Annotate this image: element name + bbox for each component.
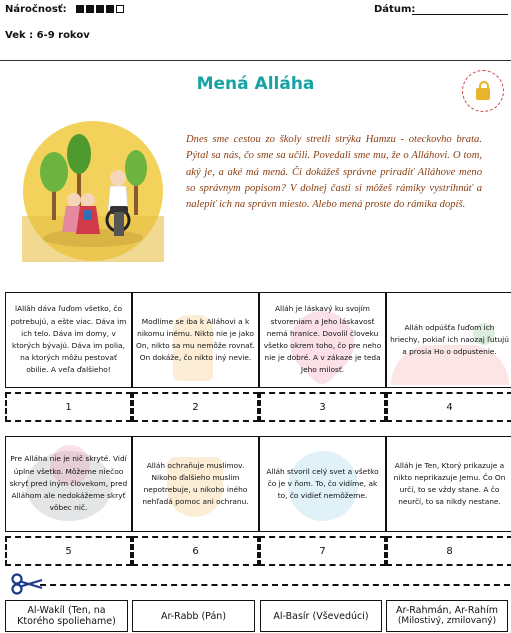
difficulty-square-filled bbox=[86, 5, 94, 13]
date-field[interactable] bbox=[412, 14, 508, 15]
scissors-icon bbox=[10, 573, 44, 595]
description-card bbox=[5, 436, 132, 532]
name-line-1: Al-Basír (Vševedúci) bbox=[273, 610, 369, 622]
card-text: Alláh stvoril celý svet a všetko čo je v ňom. To, čo vidíme, ak to, čo vidieť nemôžeme. bbox=[266, 466, 379, 501]
answer-slot[interactable] bbox=[259, 536, 386, 566]
answer-slot-number: 8 bbox=[446, 545, 453, 557]
description-card bbox=[132, 292, 259, 388]
answer-slot-number: 7 bbox=[319, 545, 326, 557]
answer-slot[interactable] bbox=[5, 536, 132, 566]
name-cutout-card[interactable] bbox=[132, 600, 255, 632]
name-cutout-card[interactable] bbox=[5, 600, 128, 632]
difficulty-rating bbox=[5, 4, 124, 15]
difficulty-square-filled bbox=[106, 5, 114, 13]
name-line-1: Al-Wakíl (Ten, na bbox=[27, 605, 106, 616]
card-text: lAllâh dáva ľuďom všetko, čo potrebujú, a ešte viac. Dáva im ich telo. Dáva im domy, v ktorých bývajú. Dáva im polia, na ktorých môžu pestovať obilie. A veľa ďalšieho! bbox=[10, 304, 127, 375]
description-card bbox=[259, 436, 386, 532]
lock-icon bbox=[476, 88, 490, 100]
card-text: Alláh je Ten, Ktorý prikazuje a nikto neprikazuje Jemu. Čo On určí, to se vždy stane. A čo neurčí, to sa nikdy nestane. bbox=[393, 460, 506, 507]
answer-slot-number: 3 bbox=[319, 401, 326, 413]
answer-slot[interactable] bbox=[132, 392, 259, 422]
card-text: Pre Alláha nie je nič skryté. Vidí úplne všetko. Môžeme niečoo skryť pred iným človekom, pred Alláhom ale nedokážeme skryť vôbec nič. bbox=[9, 454, 128, 513]
description-card bbox=[386, 292, 511, 388]
card-text: Alláh je láskavý ku svojím stvoreniam a Jeho láskavosť nemá hranice. Dovolil človeku všetko okrem toho, čo pre neho nie je dobré. A v zákaze je teda Jeho milosť. bbox=[263, 304, 382, 375]
difficulty-square-empty bbox=[116, 5, 124, 13]
children-illustration bbox=[22, 120, 164, 262]
answer-slot-number: 1 bbox=[65, 401, 72, 413]
answer-slot-number: 2 bbox=[192, 401, 199, 413]
card-text: Modlíme se iba k Alláhovi a k nikomu inému. Nikto nie je jako On, nikto sa mu nemôže rovnať. On dokáže, čo nikto iný nevie. bbox=[136, 316, 255, 363]
intro-paragraph: Dnes sme cestou zo školy stretli strýka Hamzu - oteckovho brata. Pýtal sa nás, čo sme sa učili. Povedali sme mu, že o Alláhovi. O tom, aký je, a aké má mená. Či dokážeš správne priradiť Alláhove meno so správnym popisom? V dolnej časti si môžeš rámiky vystrihnúť a nalepiť ich na správn miesto. Alebo mená proste do rámika dopíš. bbox=[186, 134, 482, 211]
header-divider bbox=[0, 60, 511, 61]
description-card bbox=[386, 436, 511, 532]
age-label: Vek : 6-9 rokov bbox=[5, 30, 90, 41]
card-text: Alláh odpúšťa ľuďom ich hriechy, pokiaľ ich naozaj ľutujú a prosia Ho o odpustenie. bbox=[390, 322, 509, 357]
card-text: Alláh ochraňuje muslimov. Nikoho ďalšieho muslim nepotrebuje, u nikoho iného nehľadá pomoc ani ochranu. bbox=[142, 460, 249, 507]
answer-slot-number: 4 bbox=[446, 401, 453, 413]
answer-slot-number: 5 bbox=[65, 545, 72, 557]
description-card bbox=[5, 292, 132, 388]
description-card bbox=[132, 436, 259, 532]
name-line-1: Ar-Rabb (Pán) bbox=[160, 610, 227, 622]
answer-slot[interactable] bbox=[386, 392, 511, 422]
name-line-2: (Milostivý, zmilovaný) bbox=[397, 616, 497, 626]
name-cutout-card[interactable] bbox=[386, 600, 508, 632]
cut-line bbox=[40, 584, 510, 586]
answer-slot-number: 6 bbox=[192, 545, 199, 557]
difficulty-square-filled bbox=[96, 5, 104, 13]
lock-badge bbox=[462, 70, 504, 112]
answer-slot[interactable] bbox=[5, 392, 132, 422]
date-label: Dátum: bbox=[374, 4, 416, 15]
difficulty-label: Náročnosť: bbox=[5, 4, 67, 15]
answer-slot[interactable] bbox=[259, 392, 386, 422]
name-line-1: Ar-Rahmán, Ar-Rahím bbox=[396, 605, 498, 616]
answer-slot[interactable] bbox=[386, 536, 511, 566]
page-title: Mená Alláha bbox=[196, 74, 315, 94]
name-line-2: Ktorého spoliehame) bbox=[17, 616, 116, 627]
difficulty-square-filled bbox=[76, 5, 84, 13]
answer-slot[interactable] bbox=[132, 536, 259, 566]
description-card bbox=[259, 292, 386, 388]
name-cutout-card[interactable] bbox=[260, 600, 382, 632]
